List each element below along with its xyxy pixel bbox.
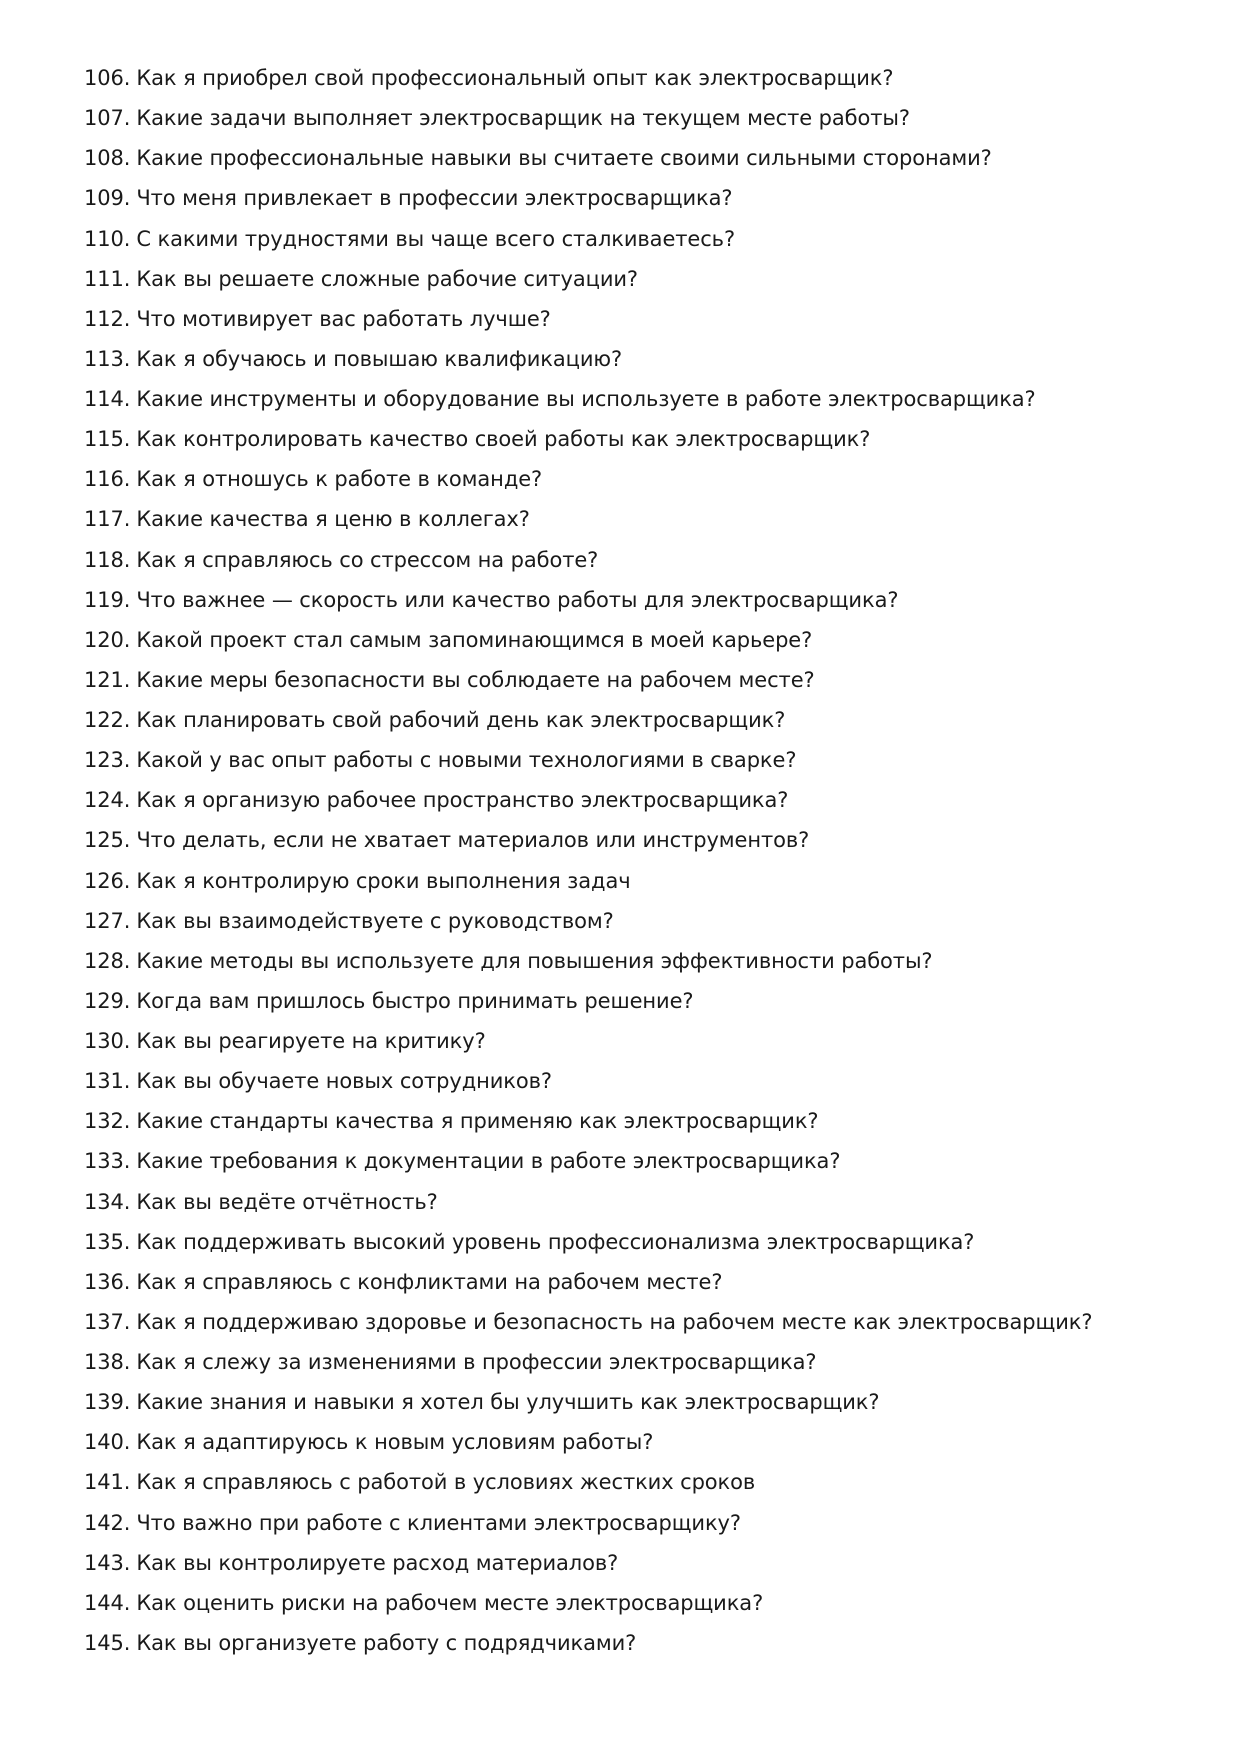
question-number: 141. [84, 1470, 131, 1495]
question-number: 121. [84, 667, 131, 692]
question-item [84, 1021, 1092, 1061]
question-item [84, 981, 1092, 1021]
question-text: Как я поддерживаю здоровье и безопасность на рабочем месте как электросварщик? [136, 1309, 1093, 1334]
question-item [84, 219, 1092, 259]
question-text: Какие стандарты качества я применяю как электросварщик? [136, 1109, 819, 1134]
question-text: Как я отношусь к работе в команде? [136, 467, 543, 492]
question-text: Как вы контролируете расход материалов? [136, 1550, 619, 1575]
question-item [84, 1262, 1092, 1302]
question-number: 143. [84, 1550, 131, 1575]
question-text: Как планировать свой рабочий день как электросварщик? [136, 708, 786, 732]
question-item [84, 941, 1092, 981]
question-item [84, 339, 1092, 379]
question-number: 120. [84, 627, 131, 652]
question-number: 107. [84, 106, 131, 131]
question-number: 129. [84, 988, 131, 1013]
question-item [84, 1342, 1092, 1382]
question-number: 114. [84, 387, 131, 411]
question-text: Как я справляюсь с конфликтами на рабочем месте? [136, 1269, 723, 1294]
question-item [84, 901, 1092, 941]
question-text: Что мотивирует вас работать лучше? [136, 306, 551, 331]
question-item [84, 1422, 1092, 1462]
question-item [84, 419, 1092, 459]
question-text: Какие требования к документации в работе электросварщика? [136, 1149, 841, 1174]
question-number: 134. [84, 1189, 131, 1214]
question-item [84, 499, 1092, 539]
question-text: Как вы обучаете новых сотрудников? [136, 1069, 552, 1094]
question-number: 110. [84, 226, 131, 251]
question-text: Что важнее — скорость или качество работы для электросварщика? [136, 587, 899, 612]
question-item [84, 740, 1092, 780]
question-text: С какими трудностями вы чаще всего сталкиваетесь? [136, 226, 735, 251]
question-number: 122. [84, 708, 131, 732]
question-number: 111. [84, 266, 131, 291]
question-item [84, 660, 1092, 700]
question-number: 115. [84, 427, 131, 452]
question-text: Как я слежу за изменениями в профессии электросварщика? [136, 1350, 817, 1374]
question-item [84, 259, 1092, 299]
question-item [84, 580, 1092, 620]
question-item [84, 178, 1092, 218]
question-text: Что важно при работе с клиентами электросварщику? [136, 1510, 741, 1535]
question-item [84, 1182, 1092, 1222]
question-item [84, 1543, 1092, 1583]
question-number: 142. [84, 1510, 131, 1535]
question-item [84, 1101, 1092, 1141]
question-text: Какой у вас опыт работы с новыми технологиями в сварке? [136, 748, 797, 773]
question-item [84, 1302, 1092, 1342]
question-number: 144. [84, 1590, 131, 1615]
question-text: Какие методы вы используете для повышения эффективности работы? [136, 948, 933, 973]
question-text: Что меня привлекает в профессии электросварщика? [136, 186, 733, 211]
question-number: 118. [84, 547, 131, 572]
question-number: 124. [84, 788, 131, 813]
question-text: Как вы реагируете на критику? [136, 1029, 486, 1053]
question-number: 117. [84, 507, 131, 532]
question-text: Какие знания и навыки я хотел бы улучшить как электросварщик? [136, 1390, 880, 1415]
question-text: Как контролировать качество своей работы как электросварщик? [136, 427, 871, 452]
question-number: 128. [84, 948, 131, 973]
question-text: Как вы ведёте отчётность? [136, 1189, 438, 1214]
question-item [84, 1623, 1092, 1663]
question-item [84, 620, 1092, 660]
question-number: 136. [84, 1269, 131, 1294]
question-number: 145. [84, 1630, 131, 1655]
question-number: 133. [84, 1149, 131, 1174]
question-item [84, 861, 1092, 901]
question-number: 108. [84, 146, 131, 171]
question-item [84, 58, 1092, 98]
question-text: Когда вам пришлось быстро принимать решение? [136, 988, 694, 1013]
question-item [84, 1222, 1092, 1262]
question-text: Как вы организуете работу с подрядчиками? [136, 1630, 637, 1655]
question-text: Как поддерживать высокий уровень профессионализма электросварщика? [136, 1229, 975, 1254]
question-item [84, 1382, 1092, 1422]
question-list [84, 58, 1092, 1663]
question-item [84, 1141, 1092, 1181]
question-number: 113. [84, 346, 131, 371]
question-item [84, 820, 1092, 860]
question-text: Какие меры безопасности вы соблюдаете на рабочем месте? [136, 667, 815, 692]
question-number: 131. [84, 1069, 131, 1094]
question-item [84, 1462, 1092, 1502]
question-number: 140. [84, 1430, 131, 1455]
question-item [84, 1061, 1092, 1101]
question-number: 139. [84, 1390, 131, 1415]
question-text: Как вы решаете сложные рабочие ситуации? [136, 266, 638, 291]
question-item [84, 1503, 1092, 1543]
question-text: Как оценить риски на рабочем месте электросварщика? [136, 1590, 764, 1615]
question-text: Как я приобрел свой профессиональный опыт как электросварщик? [136, 66, 894, 90]
question-number: 130. [84, 1029, 131, 1053]
question-item [84, 1583, 1092, 1623]
question-number: 125. [84, 828, 131, 853]
question-item [84, 98, 1092, 138]
question-number: 112. [84, 306, 131, 331]
question-item [84, 299, 1092, 339]
question-item [84, 540, 1092, 580]
question-number: 137. [84, 1309, 131, 1334]
question-item [84, 379, 1092, 419]
question-text: Какой проект стал самым запоминающимся в моей карьере? [136, 627, 813, 652]
question-text: Как я обучаюсь и повышаю квалификацию? [136, 346, 622, 371]
question-text: Что делать, если не хватает материалов или инструментов? [136, 828, 810, 853]
question-number: 127. [84, 908, 131, 933]
question-text: Какие профессиональные навыки вы считаете своими сильными сторонами? [136, 146, 992, 171]
question-number: 119. [84, 587, 131, 612]
question-number: 109. [84, 186, 131, 211]
question-number: 106. [84, 66, 131, 90]
question-text: Как я контролирую сроки выполнения задач [136, 868, 631, 893]
question-text: Как я справляюсь с работой в условиях жестких сроков [136, 1470, 756, 1495]
question-text: Какие инструменты и оборудование вы используете в работе электросварщика? [136, 387, 1036, 411]
question-number: 123. [84, 748, 131, 773]
question-number: 116. [84, 467, 131, 492]
question-item [84, 138, 1092, 178]
question-text: Какие задачи выполняет электросварщик на текущем месте работы? [136, 106, 910, 131]
question-text: Как вы взаимодействуете с руководством? [136, 908, 614, 933]
question-item [84, 459, 1092, 499]
question-number: 132. [84, 1109, 131, 1134]
question-item [84, 700, 1092, 740]
question-item [84, 780, 1092, 820]
question-text: Как я организую рабочее пространство электросварщика? [136, 788, 789, 813]
question-text: Какие качества я ценю в коллегах? [136, 507, 530, 532]
question-number: 138. [84, 1350, 131, 1374]
question-text: Как я справляюсь со стрессом на работе? [136, 547, 599, 572]
question-number: 135. [84, 1229, 131, 1254]
question-text: Как я адаптируюсь к новым условиям работы? [136, 1430, 654, 1455]
question-number: 126. [84, 868, 131, 893]
